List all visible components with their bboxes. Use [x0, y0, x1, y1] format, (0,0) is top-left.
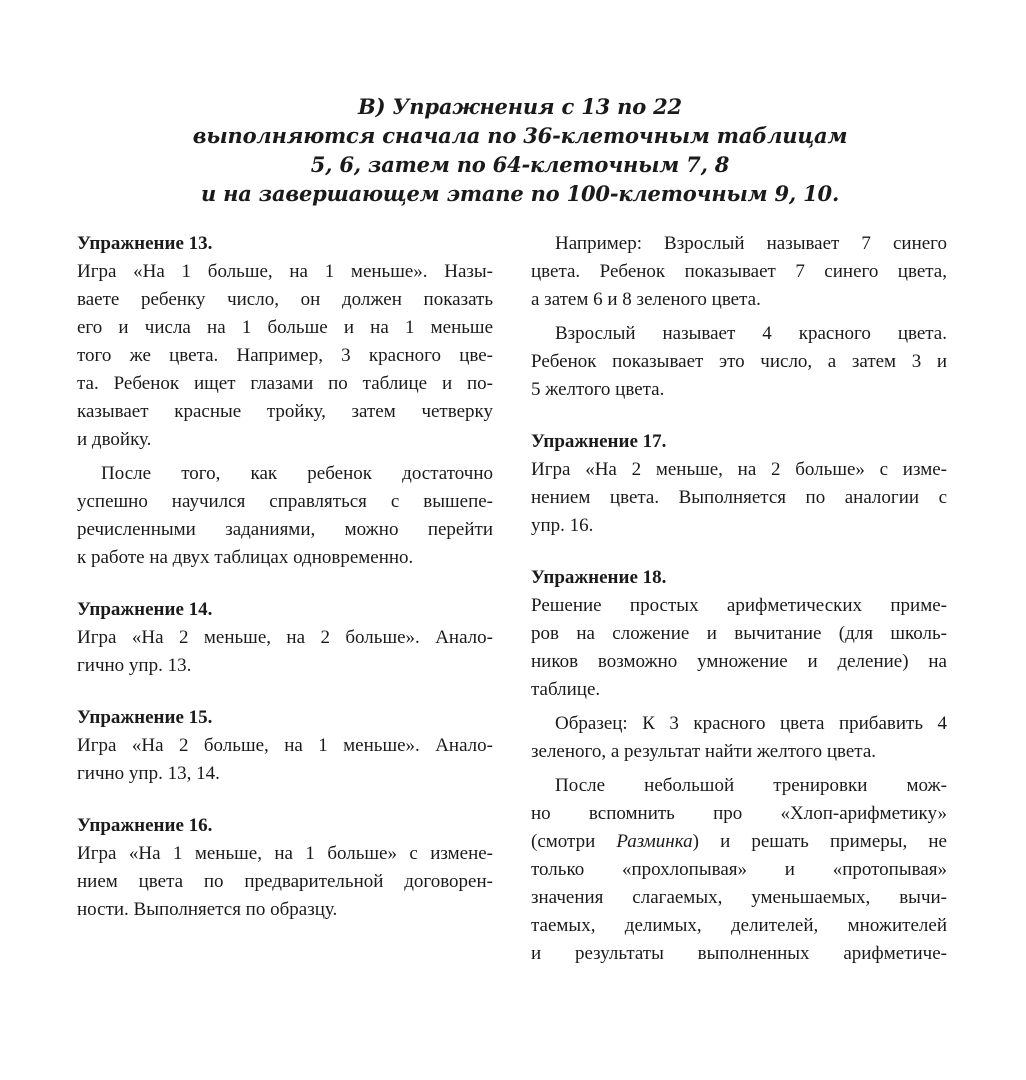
- text-line: упр. 16.: [531, 515, 594, 536]
- exercise-16-title: Упражнение 16.: [77, 815, 213, 836]
- text-line: та. Ребенок ищет глазами по таблице и по-: [77, 373, 493, 394]
- text-line: таемых, делимых, делителей, множителей: [531, 915, 947, 936]
- text-line: к работе на двух таблицах одновременно.: [77, 547, 414, 568]
- text-line: того же цвета. Например, 3 красного цве-: [77, 345, 493, 366]
- section-heading: [150, 92, 890, 208]
- text-line: а затем 6 и 8 зеленого цвета.: [531, 289, 761, 310]
- text-line: Игра «На 2 меньше, на 2 больше». Анало-: [77, 627, 493, 648]
- text-line: его и числа на 1 больше и на 1 меньше: [77, 317, 493, 338]
- text-line: нием цвета по предварительной договорен-: [77, 871, 493, 892]
- text-line: Решение простых арифметических приме-: [531, 595, 947, 616]
- heading-line: выполняются сначала по 36-клеточным таблицам: [192, 123, 848, 148]
- text-segment: (смотри: [531, 831, 617, 852]
- text-line: После того, как ребенок достаточно: [101, 463, 493, 484]
- text-line: казывает красные тройку, затем четверку: [77, 401, 493, 422]
- text-line: Образец: К 3 красного цвета прибавить 4: [555, 713, 947, 734]
- heading-line: 5, 6, затем по 64-клеточным 7, 8: [310, 152, 730, 177]
- text-line: [531, 828, 947, 856]
- exercise-13-title: Упражнение 13.: [77, 233, 213, 254]
- text-line: ности. Выполняется по образцу.: [77, 899, 338, 920]
- text-line: значения слагаемых, уменьшаемых, вычи-: [531, 887, 947, 908]
- italic-term: Разминка: [616, 831, 693, 852]
- exercise-15-title: Упражнение 15.: [77, 707, 213, 728]
- text-line: ваете ребенку число, он должен показать: [77, 289, 493, 310]
- text-line: После небольшой тренировки мож-: [555, 775, 947, 796]
- text-line: ров на сложение и вычитание (для школь-: [531, 623, 947, 644]
- text-line: нением цвета. Выполняется по аналогии с: [531, 487, 947, 508]
- text-line: и двойку.: [77, 429, 152, 450]
- text-segment: ) и решать примеры, не: [692, 831, 947, 852]
- exercise-17-title: Упражнение 17.: [531, 431, 667, 452]
- exercise-14-title: Упражнение 14.: [77, 599, 213, 620]
- right-column: [531, 230, 947, 968]
- text-line: гично упр. 13, 14.: [77, 763, 220, 784]
- text-line: 5 желтого цвета.: [531, 379, 665, 400]
- text-line: цвета. Ребенок показывает 7 синего цвета,: [531, 261, 947, 282]
- text-line: Игра «На 1 больше, на 1 меньше». Назы-: [77, 261, 493, 282]
- text-line: Например: Взрослый называет 7 синего: [555, 233, 947, 254]
- heading-line: и на завершающем этапе по 100-клеточным 9, 10.: [200, 181, 840, 206]
- text-line: и результаты выполненных арифметиче-: [531, 943, 947, 964]
- text-line: только «прохлопывая» и «протопывая»: [531, 859, 947, 880]
- text-line: успешно научился справляться с вышепе-: [77, 491, 493, 512]
- text-line: речисленными заданиями, можно перейти: [77, 519, 493, 540]
- left-column: [77, 230, 493, 924]
- text-line: таблице.: [531, 679, 601, 700]
- text-line: Ребенок показывает это число, а затем 3 и: [531, 351, 947, 372]
- text-line: но вспомнить про «Хлоп-арифметику»: [531, 803, 947, 824]
- text-line: ников возможно умножение и деление) на: [531, 651, 947, 672]
- heading-line: В) Упражнения с 13 по 22: [358, 94, 682, 119]
- text-line: гично упр. 13.: [77, 655, 192, 676]
- text-line: Игра «На 1 меньше, на 1 больше» с измене-: [77, 843, 493, 864]
- text-line: зеленого, а результат найти желтого цвета.: [531, 741, 876, 762]
- text-line: Игра «На 2 меньше, на 2 больше» с изме-: [531, 459, 947, 480]
- text-line: Взрослый называет 4 красного цвета.: [555, 323, 947, 344]
- exercise-18-title: Упражнение 18.: [531, 567, 667, 588]
- text-line: Игра «На 2 больше, на 1 меньше». Анало-: [77, 735, 493, 756]
